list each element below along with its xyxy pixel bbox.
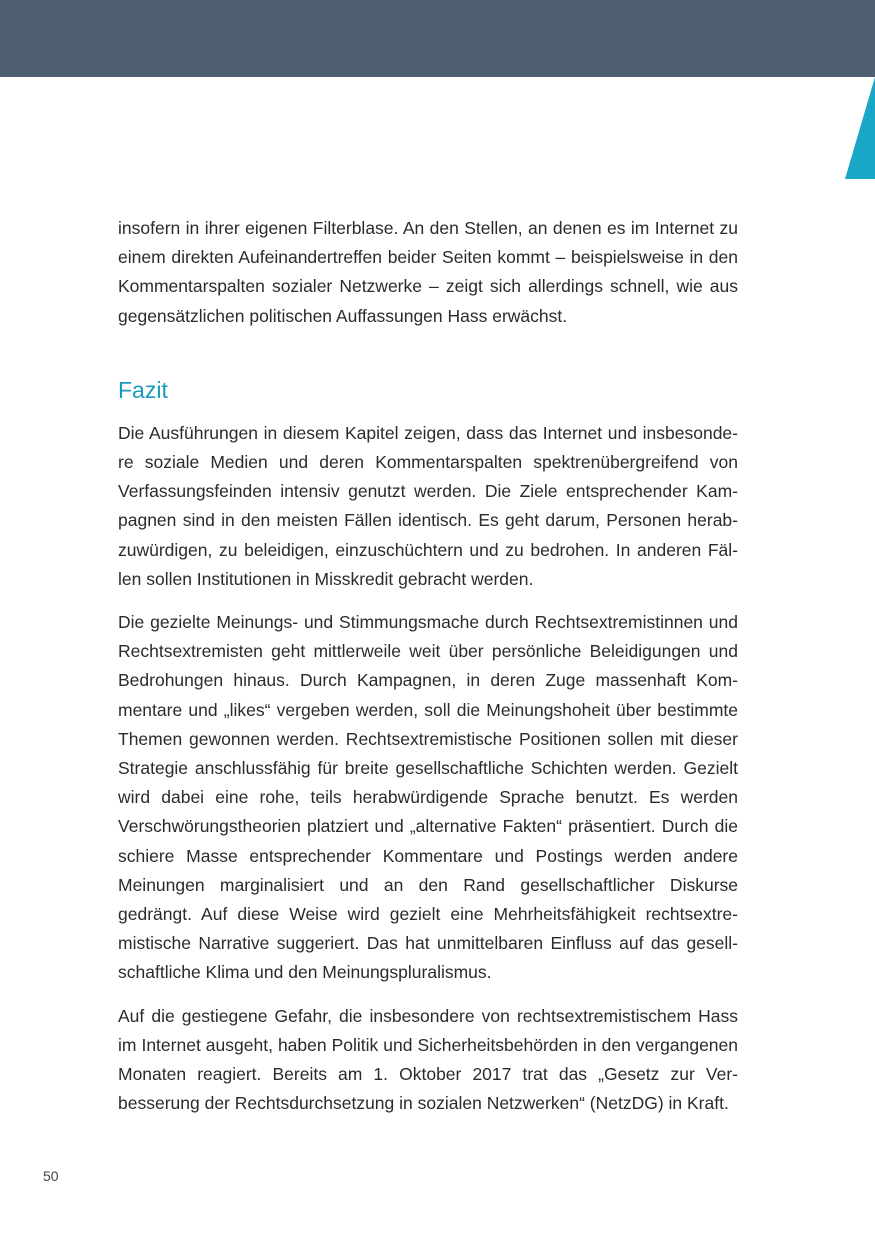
header-band [0,0,875,77]
page-content [118,214,738,1118]
body-paragraph-1: Die Ausführungen in diesem Kapitel zeigen, dass das Internet und insbesondere soziale Medien und deren Kommentarspalten spektrenübergreifend von Verfassungsfeinden intensiv genutzt werden. Die Ziele entsprechender Kampagnen sind in den meisten Fällen identisch. Es geht darum, Personen herabzuwürdigen, zu beleidigen, einzuschüchtern und zu bedrohen. In anderen Fällen sollen Institutionen in Misskredit gebracht werden. [118,422,738,589]
section-heading: Fazit [118,376,168,403]
body-paragraph-2: Die gezielte Meinungs- und Stimmungsmache durch Rechtsextremistinnen und Rechtsextremisten geht mittlerweile weit über persönliche Beleidigungen und Bedrohungen hinaus. Durch Kampagnen, in deren Zuge massenhaft Kommentare und „likes“ vergeben werden, soll die Meinungshoheit über bestimmte Themen gewonnen werden. Rechtsextremistische Positionen sollen mit dieser Strategie anschlussfähig für breite gesellschaftliche Schichten werden. Gezielt wird dabei eine rohe, teils herabwürdigende Sprache benutzt. Es werden Verschwörungstheorien platziert und „alternative Fakten“ präsentiert. Durch die schiere Masse entsprechender Kommentare und Postings werden andere Meinungen marginalisiert und an den Rand gesellschaftlicher Diskurse gedrängt. Auf diese Weise wird gezielt eine Mehrheitsfähigkeit rechtsextremistische Narrative suggeriert. Das hat unmittelbaren Einfluss auf das gesellschaftliche Klima und den Meinungspluralismus. [118,612,738,983]
intro-paragraph: insofern in ihrer eigenen Filterblase. An den Stellen, an denen es im Internet zu einem direkten Aufeinandertreffen beider Seiten kommt – beispielsweise in den Kommentarspalten sozialer Netzwerke – zeigt sich allerdings schnell, wie aus gegensätzlichen politischen Auffassungen Hass erwächst. [118,218,738,326]
corner-accent-triangle [845,77,875,179]
page-number: 50 [43,1168,59,1184]
body-paragraph-3: Auf die gestiegene Gefahr, die insbesondere von rechtsextremistischem Hass im Internet ausgeht, haben Politik und Sicherheitsbehörden in den vergangenen Monaten reagiert. Bereits am 1. Oktober 2017 trat das „Gesetz zur Verbesserung der Rechtsdurchsetzung in sozialen Netzwerken“ (NetzDG) in Kraft. [118,1005,738,1114]
